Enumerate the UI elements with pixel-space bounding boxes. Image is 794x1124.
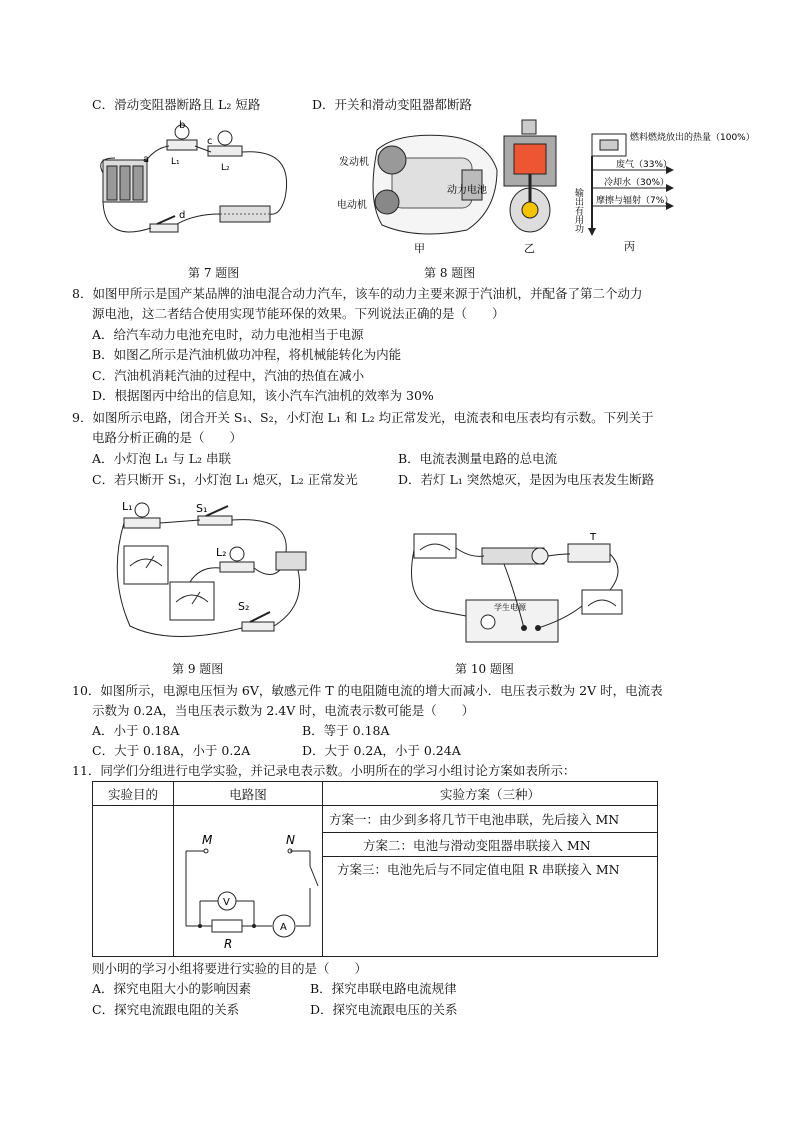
circuit-label-r: R [224,937,233,951]
q11-question: 则小明的学习小组将要进行实验的目的是（ ） [92,961,368,976]
battery-pack-icon [103,160,147,202]
figure-9-circuit [110,496,315,651]
figure-9-caption: 第 9 题图 [172,662,224,676]
table-header-plans: 实验方案（三种） [323,782,658,806]
q8-option-d: D．根据图丙中给出的信息知，该小汽车汽油机的效率为 30% [92,388,434,403]
table-cell-circuit [174,806,323,957]
voltmeter-icon [414,534,456,558]
q9-option-c: C．若只断开 S₁，小灯泡 L₁ 熄灭，L₂ 正常发光 [92,472,358,487]
fig10-label-t: T [590,532,597,543]
fig9-label-l2: L₂ [216,546,227,559]
figure-7-circuit [95,118,300,248]
q7-option-c: C．滑动变阻器断路且 L₂ 短路 [92,97,261,112]
sensor-t-icon [568,544,610,562]
fig7-label-c: c [207,136,213,147]
q10-option-a: A．小于 0.18A [92,723,180,738]
switch-icon [150,216,178,232]
q11-experiment-table [92,781,658,957]
q9-option-d: D．若灯 L₁ 突然熄灭，是因为电压表发生断路 [398,472,655,487]
q11-stem: 11．同学们分组进行电学实验，并记录电表示数。小明所在的学习小组讨论方案如表所示： [72,763,576,778]
fig7-label-l1: L₁ [171,157,180,167]
figure-8-yi-engine [500,118,562,256]
q8-option-a: A．给汽车动力电池充电时，动力电池相当于电源 [92,327,364,342]
figure-10-caption: 第 10 题图 [455,662,514,676]
figure-10-circuit [404,530,629,652]
switch-icon [310,866,318,886]
fig10-supply-label: 学生电源 [494,603,526,612]
fig7-label-b: b [179,120,186,131]
fig7-label-a: a [143,154,150,165]
battery-icon [276,552,306,570]
figure-8-jia-car [337,130,502,255]
circuit-label-a: A [280,922,287,933]
fig8-exhaust: 废气（33%） [616,160,673,170]
fig9-label-l1: L₁ [122,500,133,513]
q8-option-b: B．如图乙所示是汽油机做功冲程，将机械能转化为内能 [92,347,402,362]
q9-stem-1: 9．如图所示电路，闭合开关 S₁、S₂，小灯泡 L₁ 和 L₂ 均正常发光，电流表和电压表均有示数。下列关于 [72,410,654,425]
q11-option-c: C．探究电流跟电阻的关系 [92,1002,240,1017]
q11-option-d: D．探究电流跟电压的关系 [310,1002,458,1017]
switch-s2-icon [242,612,274,631]
q10-stem-2: 示数为 0.2A，当电压表示数为 2.4V 时，电流表示数可能是（ ） [92,703,475,718]
q8-stem-1: 8．如图甲所示是国产某品牌的油电混合动力汽车，该车的动力主要来源于汽油机，并配备了第二个动力 [72,286,643,301]
q10-option-b: B．等于 0.18A [302,723,390,738]
q8-option-c: C．汽油机消耗汽油的过程中，汽油的热值在减小 [92,368,365,383]
plan-3: 方案三：电池先后与不同定值电阻 R 串联接入 MN [337,862,620,877]
rheostat-icon [482,548,548,564]
fig8-motor-label: 电动机 [337,200,367,211]
fig8-engine-label: 发动机 [339,157,369,168]
q11-option-a: A．探究电阻大小的影响因素 [92,981,252,996]
fig8-output-label: 输出有用功 [573,188,583,233]
fig8-coolant: 冷却水（30%） [604,178,670,188]
q10-stem-1: 10．如图所示，电源电压恒为 6V，敏感元件 T 的电阻随电流的增大而减小．电压表示数为 2V 时，电流表 [72,683,663,698]
plan-1: 方案一：由少到多将几节干电池串联，先后接入 MN [329,812,620,827]
figure-8-bing-energy-flow [573,128,755,253]
table-header-circuit: 电路图 [174,782,323,806]
q11-option-b: B．探究串联电路电流规律 [310,981,457,996]
fig8-yi-label: 乙 [524,242,535,255]
fig8-battery-label: 动力电池 [447,185,487,196]
figure-8-caption: 第 8 题图 [424,266,476,280]
resistor-icon [212,920,242,932]
fig7-label-d: d [179,210,186,221]
fig7-label-l2: L₂ [221,163,230,173]
circuit-label-v: V [223,897,230,908]
plan-2: 方案二：电池与滑动变阻器串联接入 MN [363,838,591,853]
fig9-label-s2: S₂ [238,600,250,613]
q7-option-d: D．开关和滑动变阻器都断路 [312,97,473,112]
circuit-label-n: N [286,833,295,847]
ammeter-icon [170,582,214,620]
q10-option-c: C．大于 0.18A，小于 0.2A [92,743,251,758]
table-cell-purpose [93,806,174,957]
fig8-bing-label: 丙 [624,240,635,253]
q11-circuit-diagram [174,806,322,956]
q9-option-b: B．电流表测量电路的总电流 [398,451,558,466]
ammeter-icon [582,590,622,614]
table-cell-plans [323,806,658,957]
lamp-l2-icon [208,131,242,156]
fig9-label-s1: S₁ [196,502,208,515]
fig8-jia-label: 甲 [414,242,425,255]
figure-7-caption: 第 7 题图 [188,266,240,280]
q10-option-d: D．大于 0.2A，小于 0.24A [302,743,461,758]
circuit-label-m: M [202,833,213,847]
fig8-fuel-heat: 燃料燃烧放出的热量（100%） [630,133,755,143]
voltmeter-icon [124,546,168,584]
q9-option-a: A．小灯泡 L₁ 与 L₂ 串联 [92,451,232,466]
q9-stem-2: 电路分析正确的是（ ） [92,430,243,445]
rheostat-icon [220,206,270,222]
q8-stem-2: 源电池，这二者结合使用实现节能环保的效果。下列说法正确的是（ ） [92,306,505,321]
fig8-friction: 摩擦与辐射（7%） [596,196,674,206]
table-header-purpose: 实验目的 [93,782,174,806]
